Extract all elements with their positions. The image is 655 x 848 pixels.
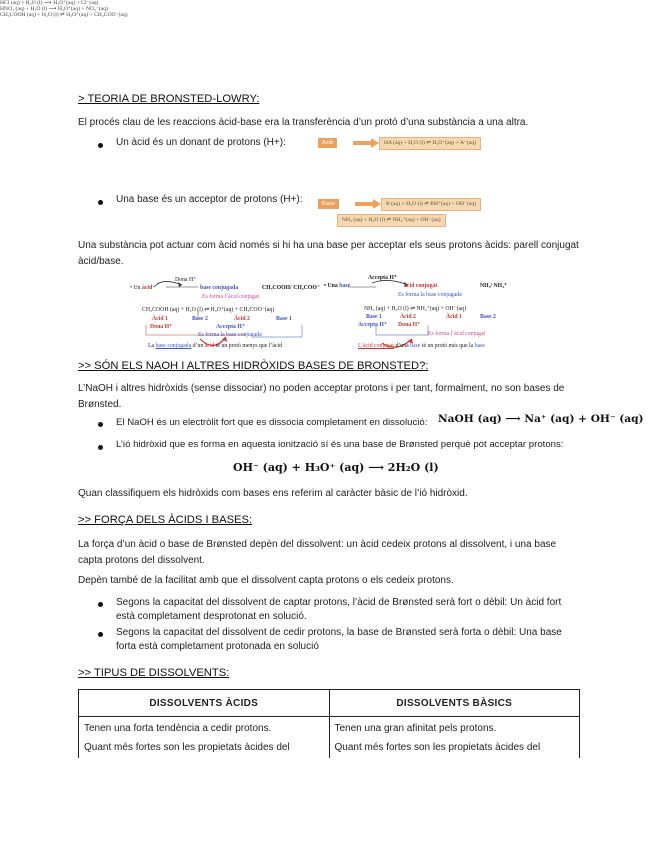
- arrow-icon: [353, 138, 379, 148]
- table-cell-line: Quant més fortes son les propietats àcides del: [84, 742, 290, 753]
- conjugate-pair-paragraph: Una substància pot actuar com àcid només si hi ha una base per acceptar els seus protons àcids: parell conjugat àcid/base.: [78, 240, 579, 267]
- bullet-acid-definition: Un àcid és un donant de protons (H+):: [116, 137, 286, 148]
- section-heading-acid-base-strength: >> FORÇA DELS ÀCIDS I BASES:: [78, 514, 253, 526]
- table-cell-line: Quant més fortes son les propietats àcides del: [334, 742, 541, 753]
- bullet-dot: [98, 422, 103, 427]
- diagram-left-dona: Dona H⁺: [150, 324, 173, 330]
- bullet-dot: [98, 200, 103, 205]
- diagram-left-base-conj: base conjugada: [200, 285, 239, 291]
- diagram-left-dona-label: Dona H⁺: [175, 277, 197, 283]
- base-main-equation: B (aq) + H₂O (l) ⇌ BH⁺(aq) + OH⁻(aq): [381, 198, 481, 211]
- bullet-base-definition: Una base és un acceptor de protons (H+):: [116, 194, 303, 205]
- diagram-right-equation: NH₃ (aq) + H₂O (l) ⇌ NH₄⁺(aq) + OH⁻(aq): [364, 306, 467, 312]
- table-header-basic-solvents: DISSOLVENTS BÀSICS: [329, 690, 580, 717]
- section2-intro: L’NaOH i altres hidròxids (sense dissociar) no poden acceptar protons i per tant, formalment, no son bases de Brønsted.: [78, 383, 565, 410]
- diagram-left-forms-note2: Es forma la base conjugada: [198, 332, 262, 338]
- section1-intro: El procés clau de les reaccions àcid-base era la transferència d’un protó d’una substància a una altra.: [78, 117, 529, 128]
- equation-naoh: NaOH (aq) ⟶ Na⁺ (aq) + OH⁻ (aq): [438, 413, 644, 425]
- diagram-right-caption: L’àcid conjugat d’una base té un protó més que la base: [358, 343, 486, 349]
- diagram-right-acid-conj: àcid conjugat: [404, 283, 438, 289]
- table-header-acid-solvents: DISSOLVENTS ÀCIDS: [79, 690, 330, 717]
- diagram-right-base1: Base 1: [366, 314, 382, 320]
- diagram-left-pair: CH₃COOH/ CH₃COO⁻: [262, 285, 320, 291]
- diagram-left-accepta: Accepta H⁺: [216, 324, 245, 330]
- equation-hydroxide: OH⁻ (aq) + H₃O⁺ (aq) ⟶ 2H₂O (l): [233, 461, 439, 474]
- acid-equation-hcl: HCl (aq) + H₂O (l) ⟶ H₃O⁺(aq) + Cl⁻(aq): [0, 0, 99, 6]
- section-heading-solvent-types: >> TIPUS DE DISSOLVENTS:: [78, 667, 230, 679]
- bullet-hydroxide-ion: L’ió hidròxid que es forma en aquesta ionització sí és una base de Brønsted perquè pot acceptar protons:: [116, 439, 564, 450]
- section3-paragraph1: La força d’un àcid o base de Brønsted depèn del dissolvent: un àcid cedeix protons al dissolvent, i una base capta protons del dissolvent.: [78, 539, 557, 566]
- table-cell-acid-solvents: [79, 717, 330, 759]
- diagram-right-base2: Base 2: [480, 314, 496, 320]
- bullet-dot: [98, 632, 103, 637]
- acid-tag: Àcid: [318, 138, 337, 148]
- bullet-dot: [98, 445, 103, 450]
- diagram-right-forms-note: Es forma la base conjugada: [398, 292, 462, 298]
- bullet-acid-strength: Segons la capacitat del dissolvent de captar protons, l’àcid de Brønsted serà fort o dèbil: Un àcid fort està completament desprotonat en solució.: [116, 597, 562, 622]
- diagram-right-forms-note2: Es forma l’àcid conjugat: [428, 331, 486, 337]
- section-heading-bronsted-lowry: > TEORIA DE BRONSTED-LOWRY:: [78, 93, 260, 105]
- bullet-naoh-dissociation: El NaOH és un electròlit fort que es dissocia completament en dissolució:: [116, 417, 428, 428]
- acid-equation-ch3cooh: CH₃COOH (aq) + H₂O (l) ⇌ H₃O⁺(aq) + CH₃COO⁻(aq): [0, 12, 128, 18]
- bullet-dot: [98, 143, 103, 148]
- section2-closing: Quan classifiquem els hidròxids com bases ens referim al caràcter bàsic de l’ió hidròxid.: [78, 488, 468, 499]
- solvent-types-table: [78, 689, 580, 758]
- diagram-left-un-acid: • Un àcid: [130, 285, 153, 291]
- diagram-right-acid1: Àcid 1: [446, 314, 462, 320]
- diagram-right-dona: Dona H⁺: [398, 322, 421, 328]
- diagram-left-forms-note: Es forma l’àcid conjugat: [202, 294, 260, 300]
- diagram-left-base2: Base 2: [192, 316, 208, 322]
- base-equation-nh3: NH₃ (aq) + H₂O (l) ⇌ NH₄⁺(aq) + OH⁻(aq): [337, 214, 446, 227]
- diagram-left-equation: CH₃COOH (aq) + H₂O (l) ⇌ H₃O⁺(aq) + CH₃COO⁻(aq): [142, 307, 275, 313]
- table-cell-basic-solvents: [329, 717, 580, 759]
- diagram-left-acid2: Àcid 2: [234, 316, 250, 322]
- diagram-right-una-base: • Una base: [324, 283, 351, 289]
- bullet-dot: [98, 602, 103, 607]
- conjugate-pair-diagram: [128, 275, 528, 355]
- diagram-right-acid2: Àcid 2: [400, 314, 416, 320]
- acid-main-equation: HA (aq) + H₂O (l) ⇌ H₃O⁺(aq) + A⁻(aq): [379, 137, 481, 150]
- bullet-base-strength: Segons la capacitat del dissolvent de cedir protons, la base de Brønsted serà forta o dèbil: Una base forta està completament protonada en solució: [116, 627, 562, 652]
- section3-paragraph2: Depèn també de la facilitat amb que el dissolvent capta protons o els cedeix protons.: [78, 575, 454, 586]
- acid-equation-hno3: HNO₃ (aq) + H₂O (l) ⟶ H₃O⁺(aq) + NO₃⁻(aq): [0, 6, 108, 12]
- diagram-right-pair: NH₃/ NH₄⁺: [480, 283, 507, 289]
- arrow-icon: [355, 199, 381, 209]
- diagram-left-base1: Base 1: [276, 316, 292, 322]
- table-cell-line: Tenen una gran afinitat pels protons.: [334, 723, 497, 734]
- diagram-left-acid1: Àcid 1: [152, 316, 168, 322]
- table-cell-line: Tenen una forta tendència a cedir protons.: [84, 723, 272, 734]
- diagram-right-accepta-label: Accepta H⁺: [368, 275, 397, 281]
- diagram-left-caption: La base conjugada d’un àcid té un protó menys que l’àcid: [148, 343, 282, 349]
- section-heading-naoh: >> SÓN ELS NAOH I ALTRES HIDRÒXIDS BASES DE BRONSTED?:: [78, 360, 429, 372]
- diagram-right-accepta: Accepta H⁺: [358, 322, 387, 328]
- base-tag: Base: [318, 199, 339, 209]
